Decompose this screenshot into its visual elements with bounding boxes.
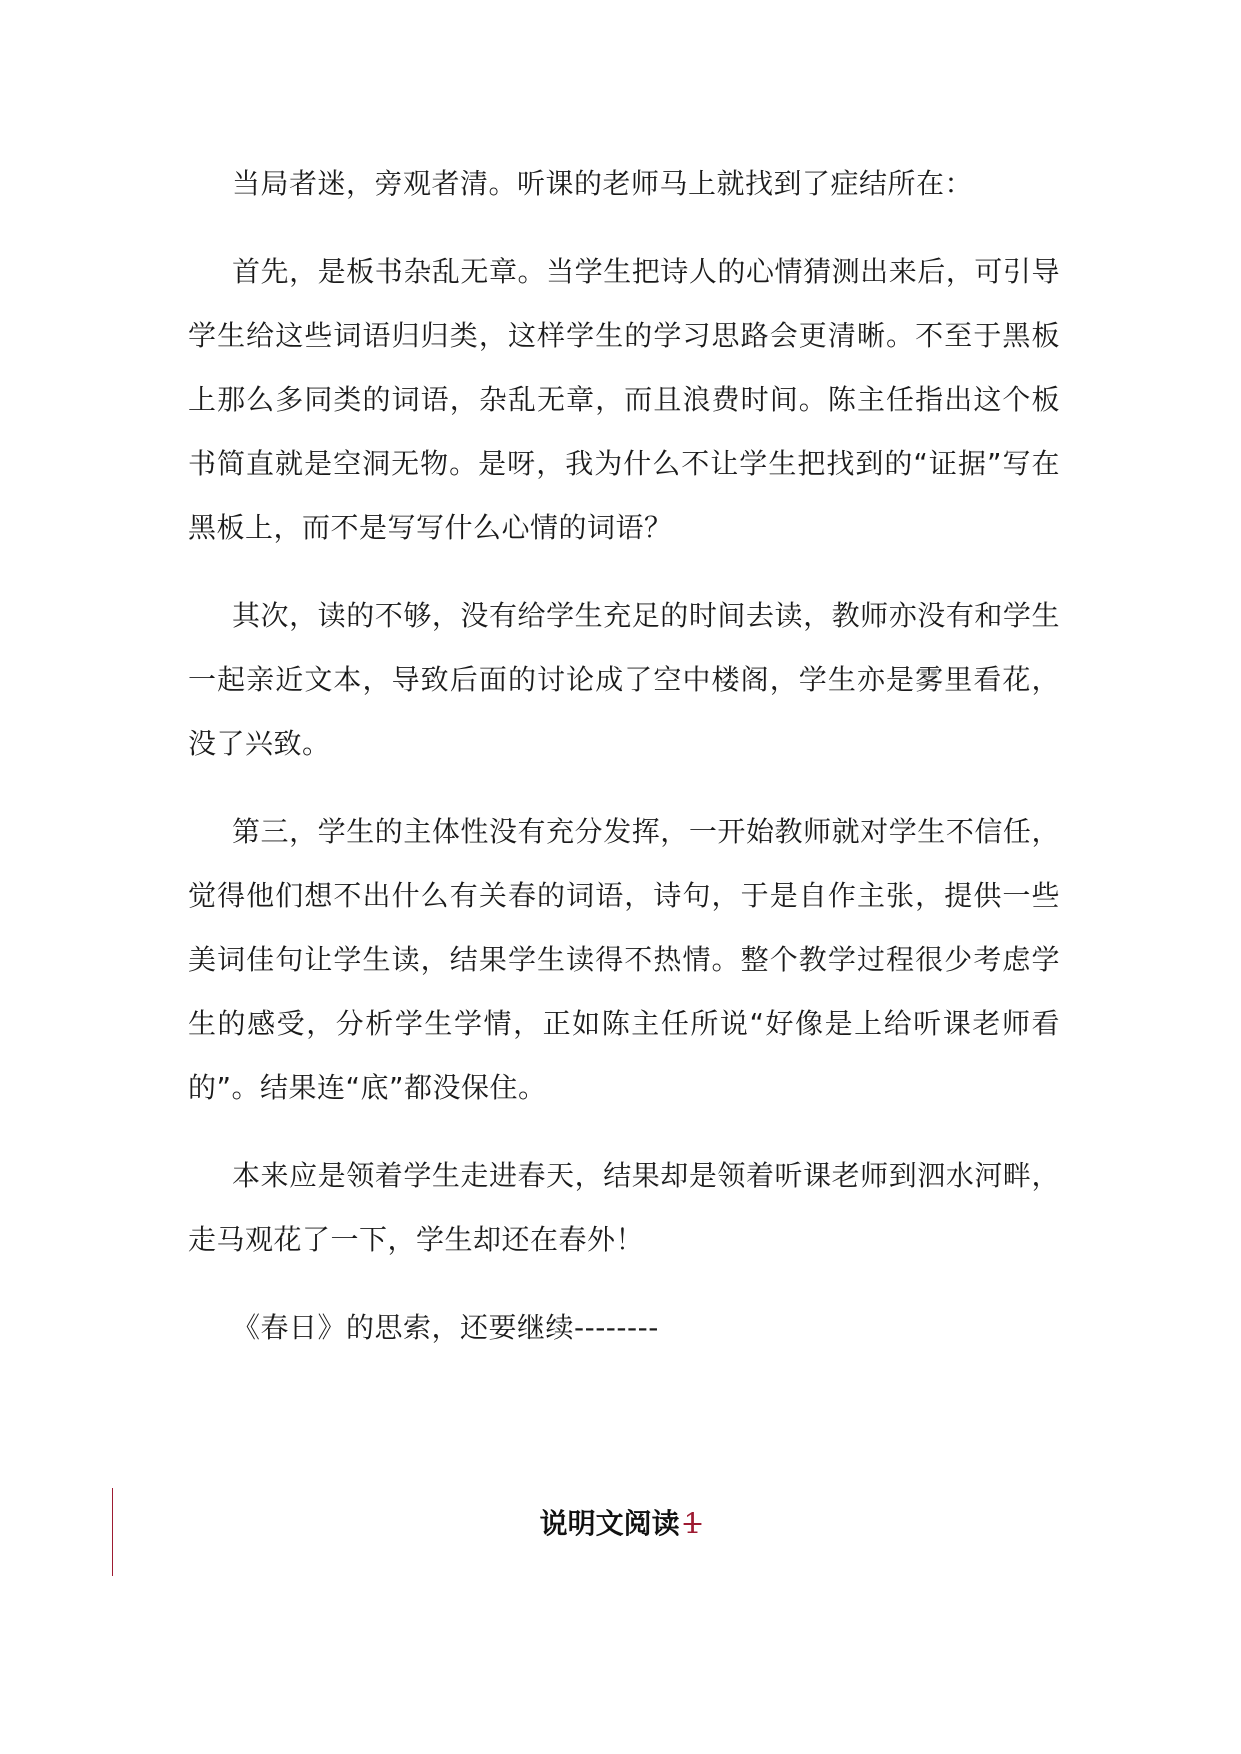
paragraph-6: 《春日》的思索，还要继续-------- (232, 1311, 659, 1344)
paragraph-1: 当局者迷，旁观者清。听课的老师马上就找到了症结所在： (232, 167, 974, 200)
paragraph-4: 第三，学生的主体性没有充分发挥，一开始教师就对学生不信任，觉得他们想不出什么有关春的词语，诗句，于是自作主张，提供一些美词佳句让学生读，结果学生读得不热情。整个教学过程很少考虑学生的感受，分析学生学情，正如陈主任所说“好像是上给听课老师看的”。结果连“底”都没保住。 (188, 815, 1060, 1104)
paragraph-2: 首先，是板书杂乱无章。当学生把诗人的心情猜测出来后，可引导学生给这些词语归归类，这样学生的学习思路会更清晰。不至于黑板上那么多同类的词语，杂乱无章，而且浪费时间。陈主任指出这个板书简直就是空洞无物。是呀，我为什么不让学生把找到的“证据”写在黑板上，而不是写写什么心情的词语？ (188, 255, 1060, 544)
page-footer (0, 1502, 1241, 1542)
paragraph-3: 其次，读的不够，没有给学生充足的时间去读，教师亦没有和学生一起亲近文本，导致后面的讨论成了空中楼阁，学生亦是雾里看花，没了兴致。 (188, 599, 1060, 760)
page-number: 1 (683, 1507, 702, 1540)
document-body (188, 152, 1060, 1384)
footer-title: 说明文阅读 (539, 1507, 680, 1540)
paragraph-5: 本来应是领着学生走进春天，结果却是领着听课老师到泗水河畔，走马观花了一下，学生却还在春外！ (188, 1159, 1060, 1256)
